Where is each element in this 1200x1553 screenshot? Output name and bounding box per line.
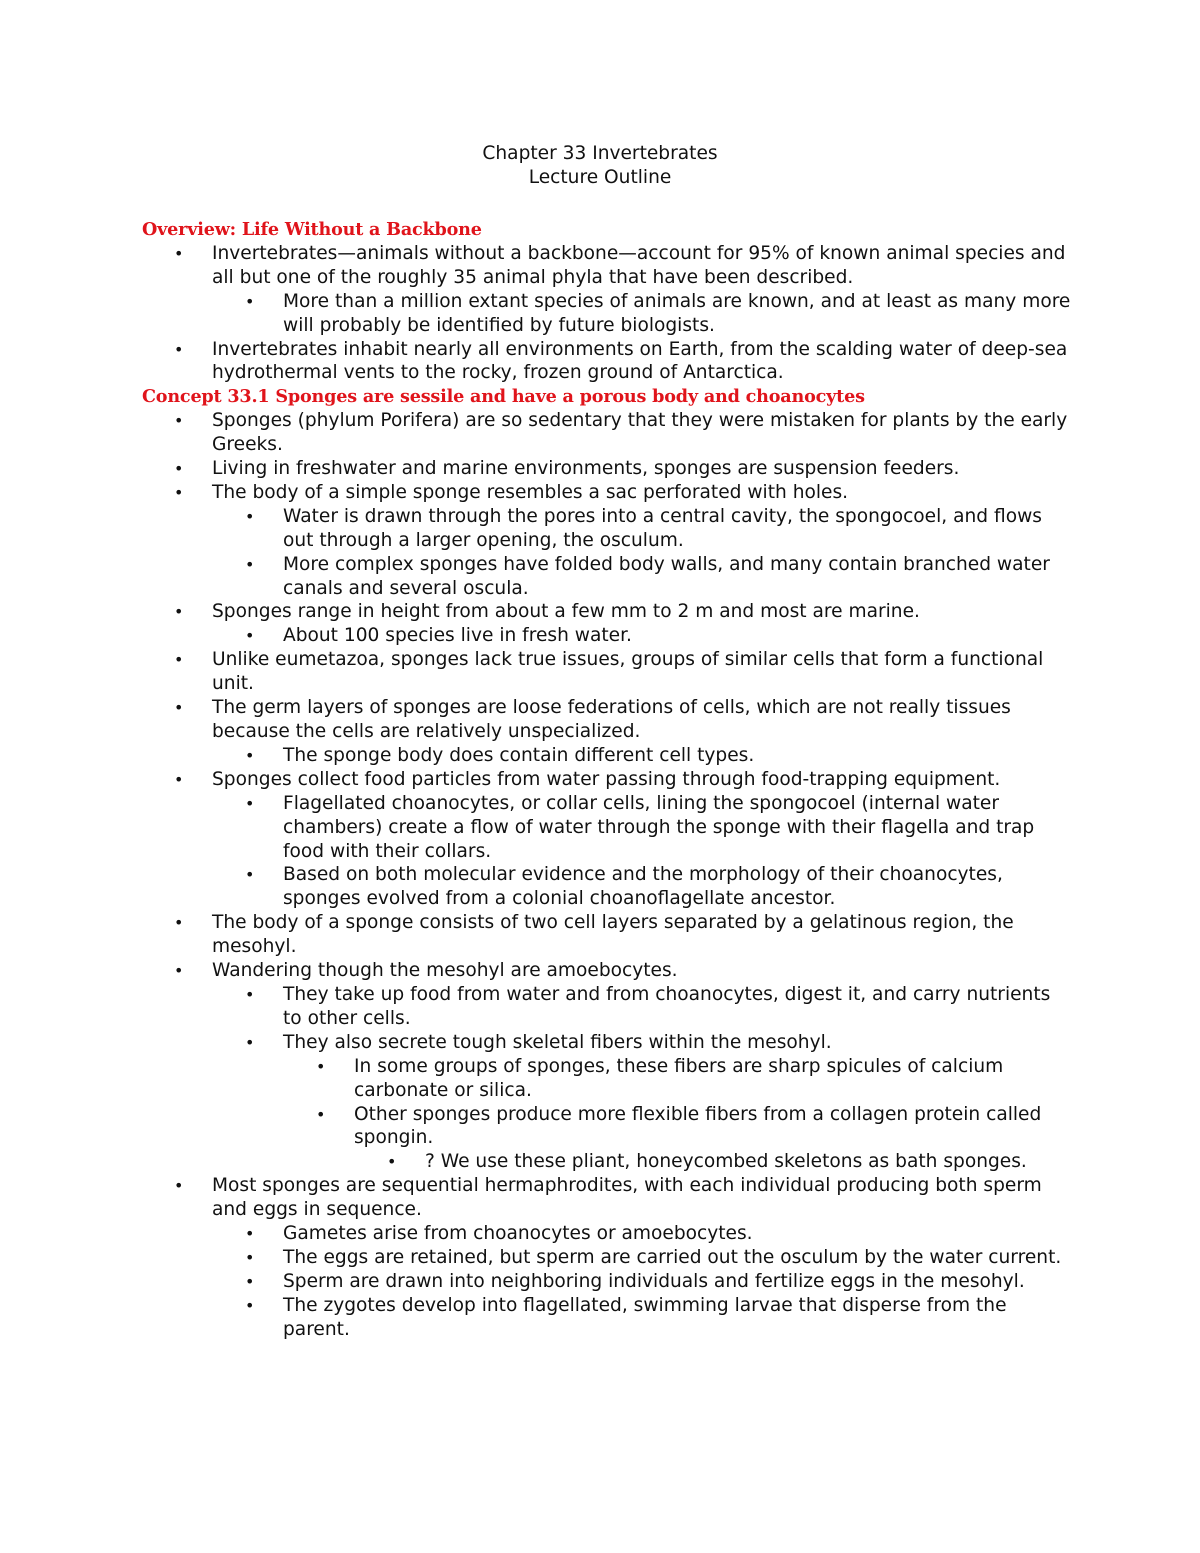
bullet-item-level-1: • Sponges range in height from about a few mm to 2 m and most are marine. <box>142 600 1072 624</box>
title-block <box>0 142 1200 190</box>
bullet-list <box>142 409 1072 1341</box>
bullet-item-level-2: • The eggs are retained, but sperm are carried out the osculum by the water current. <box>142 1246 1072 1270</box>
bullet-item-level-1: • Sponges (phylum Porifera) are so sedentary that they were mistaken for plants by the early Greeks. <box>142 409 1072 457</box>
outline-content <box>142 218 1072 1342</box>
bullet-item-level-1: • Invertebrates—animals without a backbone—account for 95% of known animal species and all but one of the roughly 35 animal phyla that have been described. <box>142 242 1072 290</box>
bullet-item-level-1: • Unlike eumetazoa, sponges lack true issues, groups of similar cells that form a functional unit. <box>142 648 1072 696</box>
bullet-item-level-4: • ? We use these pliant, honeycombed skeletons as bath sponges. <box>142 1150 1072 1174</box>
bullet-item-level-1: • Most sponges are sequential hermaphrodites, with each individual producing both sperm and eggs in sequence. <box>142 1174 1072 1222</box>
bullet-item-level-2: • Water is drawn through the pores into a central cavity, the spongocoel, and flows out through a larger opening, the osculum. <box>142 505 1072 553</box>
bullet-item-level-2: • More complex sponges have folded body walls, and many contain branched water canals and several oscula. <box>142 553 1072 601</box>
bullet-item-level-1: • The germ layers of sponges are loose federations of cells, which are not really tissues because the cells are relatively unspecialized. <box>142 696 1072 744</box>
bullet-item-level-3: • In some groups of sponges, these fibers are sharp spicules of calcium carbonate or silica. <box>142 1055 1072 1103</box>
bullet-item-level-2: • They also secrete tough skeletal fibers within the mesohyl. <box>142 1031 1072 1055</box>
bullet-item-level-3: • Other sponges produce more flexible fibers from a collagen protein called spongin. <box>142 1103 1072 1151</box>
bullet-item-level-2: • More than a million extant species of animals are known, and at least as many more will probably be identified by future biologists. <box>142 290 1072 338</box>
bullet-item-level-1: • Invertebrates inhabit nearly all environments on Earth, from the scalding water of deep-sea hydrothermal vents to the rocky, frozen ground of Antarctica. <box>142 338 1072 386</box>
section-heading: Overview: Life Without a Backbone <box>142 219 482 240</box>
bullet-item-level-2: • The sponge body does contain different cell types. <box>142 744 1072 768</box>
bullet-item-level-2: • The zygotes develop into flagellated, swimming larvae that disperse from the parent. <box>142 1294 1072 1342</box>
bullet-item-level-1: • Sponges collect food particles from water passing through food-trapping equipment. <box>142 768 1072 792</box>
bullet-item-level-2: • Sperm are drawn into neighboring individuals and fertilize eggs in the mesohyl. <box>142 1270 1072 1294</box>
document-subtitle: Lecture Outline <box>528 166 672 188</box>
bullet-item-level-1: • Wandering though the mesohyl are amoebocytes. <box>142 959 1072 983</box>
bullet-item-level-2: • Flagellated choanocytes, or collar cells, lining the spongocoel (internal water chambers) create a flow of water through the sponge with their flagella and trap food with their collars. <box>142 792 1072 864</box>
bullet-item-level-1: • Living in freshwater and marine environments, sponges are suspension feeders. <box>142 457 1072 481</box>
section-heading: Concept 33.1 Sponges are sessile and have a porous body and choanocytes <box>142 386 865 408</box>
bullet-item-level-1: • The body of a simple sponge resembles a sac perforated with holes. <box>142 481 1072 505</box>
bullet-item-level-1: • The body of a sponge consists of two cell layers separated by a gelatinous region, the mesohyl. <box>142 911 1072 959</box>
bullet-item-level-2: • Based on both molecular evidence and the morphology of their choanocytes, sponges evolved from a colonial choanoflagellate ancestor. <box>142 863 1072 911</box>
bullet-list <box>142 242 1072 385</box>
bullet-item-level-2: • Gametes arise from choanocytes or amoebocytes. <box>142 1222 1072 1246</box>
document-title: Chapter 33 Invertebrates <box>482 143 718 164</box>
bullet-item-level-2: • They take up food from water and from choanocytes, digest it, and carry nutrients to other cells. <box>142 983 1072 1031</box>
bullet-item-level-2: • About 100 species live in fresh water. <box>142 624 1072 648</box>
